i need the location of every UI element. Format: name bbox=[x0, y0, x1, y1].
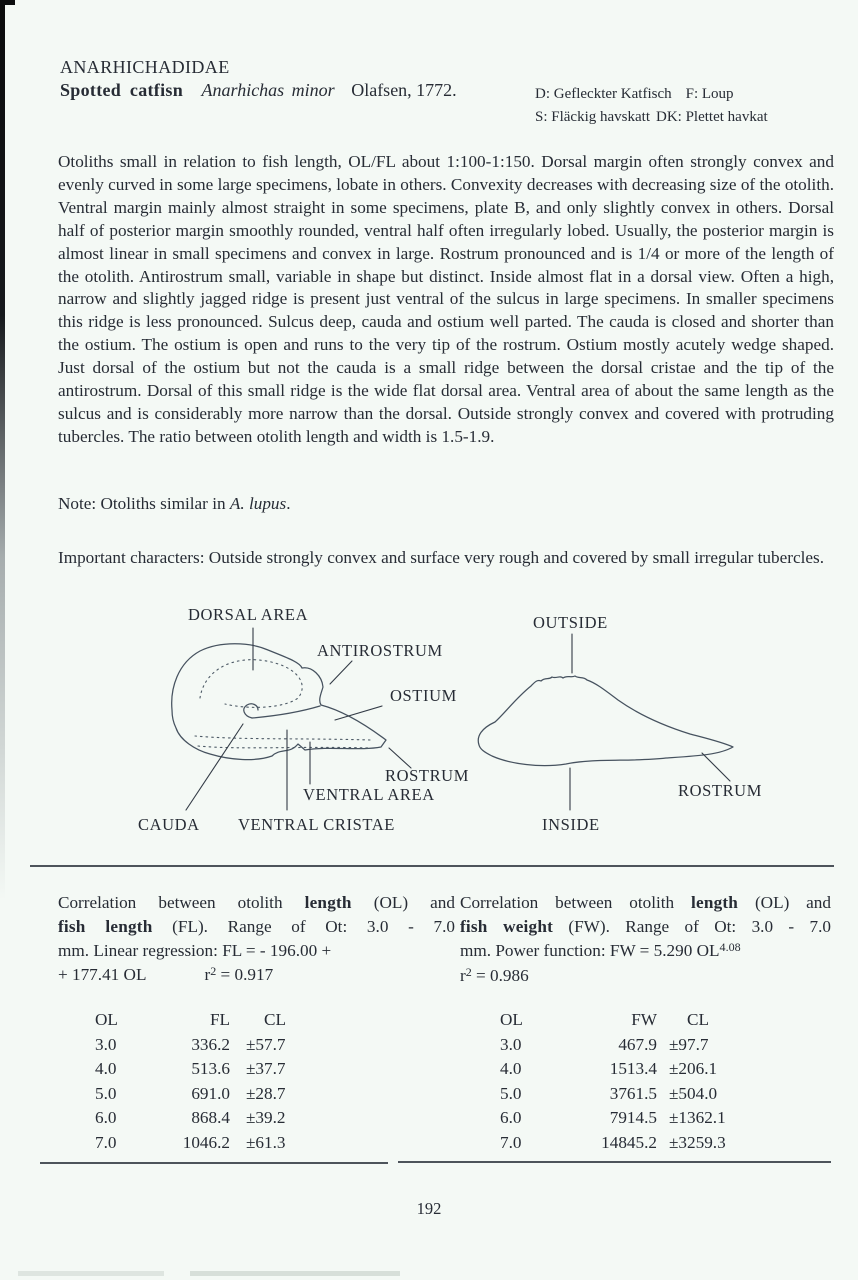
table-row bbox=[500, 1033, 797, 1058]
label-inside: INSIDE bbox=[542, 815, 600, 834]
page-number: 192 bbox=[416, 1199, 442, 1218]
vernacular-line-1 bbox=[535, 83, 768, 106]
table-cell: 691.0 bbox=[191, 1083, 230, 1103]
table-cell: 5.0 bbox=[500, 1083, 522, 1103]
correlation-right-line3: mm. Power function: FW = 5.290 $OL^{4.08}$ bbox=[460, 939, 741, 960]
correlation-left-line1: Correlation between otolith length (OL) and bbox=[58, 893, 455, 912]
label-cauda: CAUDA bbox=[138, 815, 200, 834]
table-row bbox=[500, 1082, 797, 1107]
table-row bbox=[95, 1131, 370, 1156]
left-otolith-sulcus-upper bbox=[252, 706, 320, 718]
note-species-italic: A. lupus bbox=[229, 494, 287, 513]
left-otolith-dorsal-dotted bbox=[200, 660, 302, 708]
scan-artifact-band bbox=[18, 1271, 164, 1276]
table-cell: 3.0 bbox=[95, 1034, 117, 1054]
vernacular-line-2 bbox=[535, 106, 768, 129]
table-cell: ±39.2 bbox=[246, 1108, 286, 1127]
table-cell: 5.0 bbox=[95, 1083, 117, 1103]
label-antirostrum: ANTIROSTRUM bbox=[317, 641, 443, 660]
otolith-diagram-svg bbox=[0, 598, 858, 860]
correlation-weight-block bbox=[460, 891, 831, 989]
species-title bbox=[60, 80, 457, 101]
left-otolith-ventral-dotted-2 bbox=[198, 746, 368, 748]
table-cell: ±97.7 bbox=[669, 1034, 709, 1054]
note-paragraph bbox=[58, 494, 291, 514]
correlation-length-block bbox=[58, 891, 455, 988]
correlation-right-line4: $r^2 = 0.986$ bbox=[460, 964, 529, 985]
table-cell: 7.0 bbox=[95, 1132, 117, 1152]
column-header: CL bbox=[687, 1010, 709, 1029]
table-header-row bbox=[500, 1008, 797, 1033]
table-cell: ±3259.3 bbox=[669, 1132, 726, 1152]
name-german: D: Gefleckter Katfisch bbox=[535, 86, 672, 102]
table-cell: 4.0 bbox=[95, 1059, 117, 1078]
vernacular-names bbox=[535, 83, 768, 129]
label-dorsal-area: DORSAL AREA bbox=[188, 605, 309, 624]
name-french: F: Loup bbox=[685, 86, 734, 102]
common-name: Spotted catfisn bbox=[60, 80, 184, 100]
table-cell: ±1362.1 bbox=[669, 1108, 726, 1127]
correlation-left-line3: mm. Linear regression: FL = - 196.00 + bbox=[58, 941, 332, 960]
table-cell: 868.4 bbox=[191, 1108, 230, 1127]
authority: Olafsen, 1772. bbox=[351, 80, 457, 100]
correlation-left-line4: + 177.41 OL $r^2 = 0.917$ bbox=[58, 963, 274, 984]
otolith-description: Otoliths small in relation to fish length, OL/FL about 1:100-1:150. Dorsal margin often strongly convex and evenly curved in some large specimens, lobate in others. Convexity decreases with decreasing size of the otolith. Ventral margin mainly almost straight in some specimens, plate B, and only slightly convex in others. Dorsal half of posterior margin smoothly rounded, ventral half often irregularly lobed. Usually, the posterior margin is almost linear in small specimens and convex in large. Rostrum pronounced and is 1/4 or more of the length of the otolith. Antirostrum small, variable in shape but distinct. Inside almost flat in a dorsal view. Often a high, narrow and slightly jagged ridge is present just ventral of the sulcus in large specimens. In smaller specimens this ridge is less pronounced. Sulcus deep, cauda and ostium well parted. The cauda is closed and shorter than the ostium. The ostium is open and runs to the very tip of the rostrum. Ostium mostly acutely wedge shaped. Just dorsal of the ostium but not the cauda is a small ridge between the dorsal cristae and the tip of the antirostrum. Dorsal of this small ridge is the wide flat dorsal area. Ventral area of about the same length as the sulcus and is considerably more narrow than the dorsal. Outside strongly convex and covered with protruding tubercles. The ratio between otolith length and width is 1.5-1.9. bbox=[58, 152, 834, 446]
label-outside: OUTSIDE bbox=[533, 613, 608, 632]
table-cell: 1046.2 bbox=[182, 1132, 230, 1152]
label-ventral-area: VENTRAL AREA bbox=[303, 785, 435, 804]
table-row bbox=[95, 1106, 370, 1131]
table-cell: 1513.4 bbox=[609, 1059, 657, 1078]
column-header: OL bbox=[500, 1010, 523, 1029]
name-swedish: S: Fläckig havskatt bbox=[535, 109, 650, 125]
important-characters: Important characters: Outside strongly convex and surface very rough and covered by small irregular tubercles. bbox=[58, 548, 824, 567]
table-otolith-fish-length bbox=[95, 1008, 370, 1155]
table-body bbox=[500, 1033, 797, 1156]
scan-artifact-band bbox=[190, 1271, 400, 1276]
leader-rostrum-left bbox=[389, 748, 411, 768]
table-cell: 467.9 bbox=[618, 1034, 657, 1054]
correlation-right-line2: fish weight (FW). Range of Ot: 3.0 - 7.0 bbox=[460, 917, 831, 936]
label-ventral-cristae: VENTRAL CRISTAE bbox=[238, 815, 395, 834]
table-cell: ±28.7 bbox=[246, 1083, 286, 1103]
scientific-name: Anarhichas minor bbox=[201, 80, 335, 100]
label-rostrum-left: ROSTRUM bbox=[385, 766, 469, 785]
separator-rule-top bbox=[30, 865, 834, 867]
table-row bbox=[500, 1131, 797, 1156]
table-cell: 14845.2 bbox=[601, 1132, 657, 1152]
column-header: FW bbox=[631, 1010, 657, 1029]
table-row bbox=[95, 1082, 370, 1107]
table-row bbox=[95, 1057, 370, 1082]
otolith-diagram bbox=[0, 598, 858, 860]
name-danish: DK: Plettet havkat bbox=[656, 109, 768, 125]
family-name: ANARHICHADIDAE bbox=[60, 57, 230, 77]
leader-antirostrum bbox=[330, 661, 352, 684]
table-cell: 6.0 bbox=[500, 1108, 522, 1127]
table-cell: 513.6 bbox=[191, 1059, 230, 1078]
separator-rule-bottom-right bbox=[398, 1161, 831, 1163]
table-cell: 3.0 bbox=[500, 1034, 522, 1054]
table-row bbox=[500, 1106, 797, 1131]
column-header: OL bbox=[95, 1010, 118, 1029]
note-period: . bbox=[286, 494, 291, 513]
table-cell: ±206.1 bbox=[669, 1059, 718, 1078]
correlation-right-line1: Correlation between otolith length (OL) and bbox=[460, 893, 831, 912]
left-otolith-cauda-hook bbox=[244, 704, 258, 718]
table-cell: ±504.0 bbox=[669, 1083, 718, 1103]
table-header-row bbox=[95, 1008, 370, 1033]
left-otolith-ventral-dotted-1 bbox=[195, 736, 370, 740]
column-header: FL bbox=[209, 1010, 230, 1029]
table-cell: 3761.5 bbox=[609, 1083, 657, 1103]
table-cell: 336.2 bbox=[191, 1034, 230, 1054]
table-cell: ±57.7 bbox=[246, 1034, 286, 1054]
table-row bbox=[500, 1057, 797, 1082]
table-body bbox=[95, 1033, 370, 1156]
label-ostium: OSTIUM bbox=[390, 686, 457, 705]
table-otolith-fish-weight bbox=[500, 1008, 797, 1155]
table-cell: 6.0 bbox=[95, 1108, 117, 1127]
table-cell: 7.0 bbox=[500, 1132, 522, 1152]
table-cell: ±37.7 bbox=[246, 1059, 286, 1078]
label-rostrum-right: ROSTRUM bbox=[678, 781, 762, 800]
correlation-left-line2: fish length (FL). Range of Ot: 3.0 - 7.0 bbox=[58, 917, 455, 936]
scan-edge-artifact-corner bbox=[0, 0, 15, 5]
table-row bbox=[95, 1033, 370, 1058]
table-cell: 4.0 bbox=[500, 1059, 522, 1078]
table-cell: 7914.5 bbox=[609, 1108, 657, 1127]
note-text: Note: Otoliths similar in bbox=[58, 494, 230, 513]
leader-cauda bbox=[186, 724, 243, 810]
separator-rule-bottom-left bbox=[40, 1162, 388, 1164]
table-cell: ±61.3 bbox=[246, 1132, 286, 1152]
left-otolith-outline bbox=[172, 644, 386, 760]
right-otolith-outline bbox=[478, 676, 733, 766]
column-header: CL bbox=[264, 1010, 286, 1029]
leader-rostrum-right bbox=[702, 753, 730, 781]
